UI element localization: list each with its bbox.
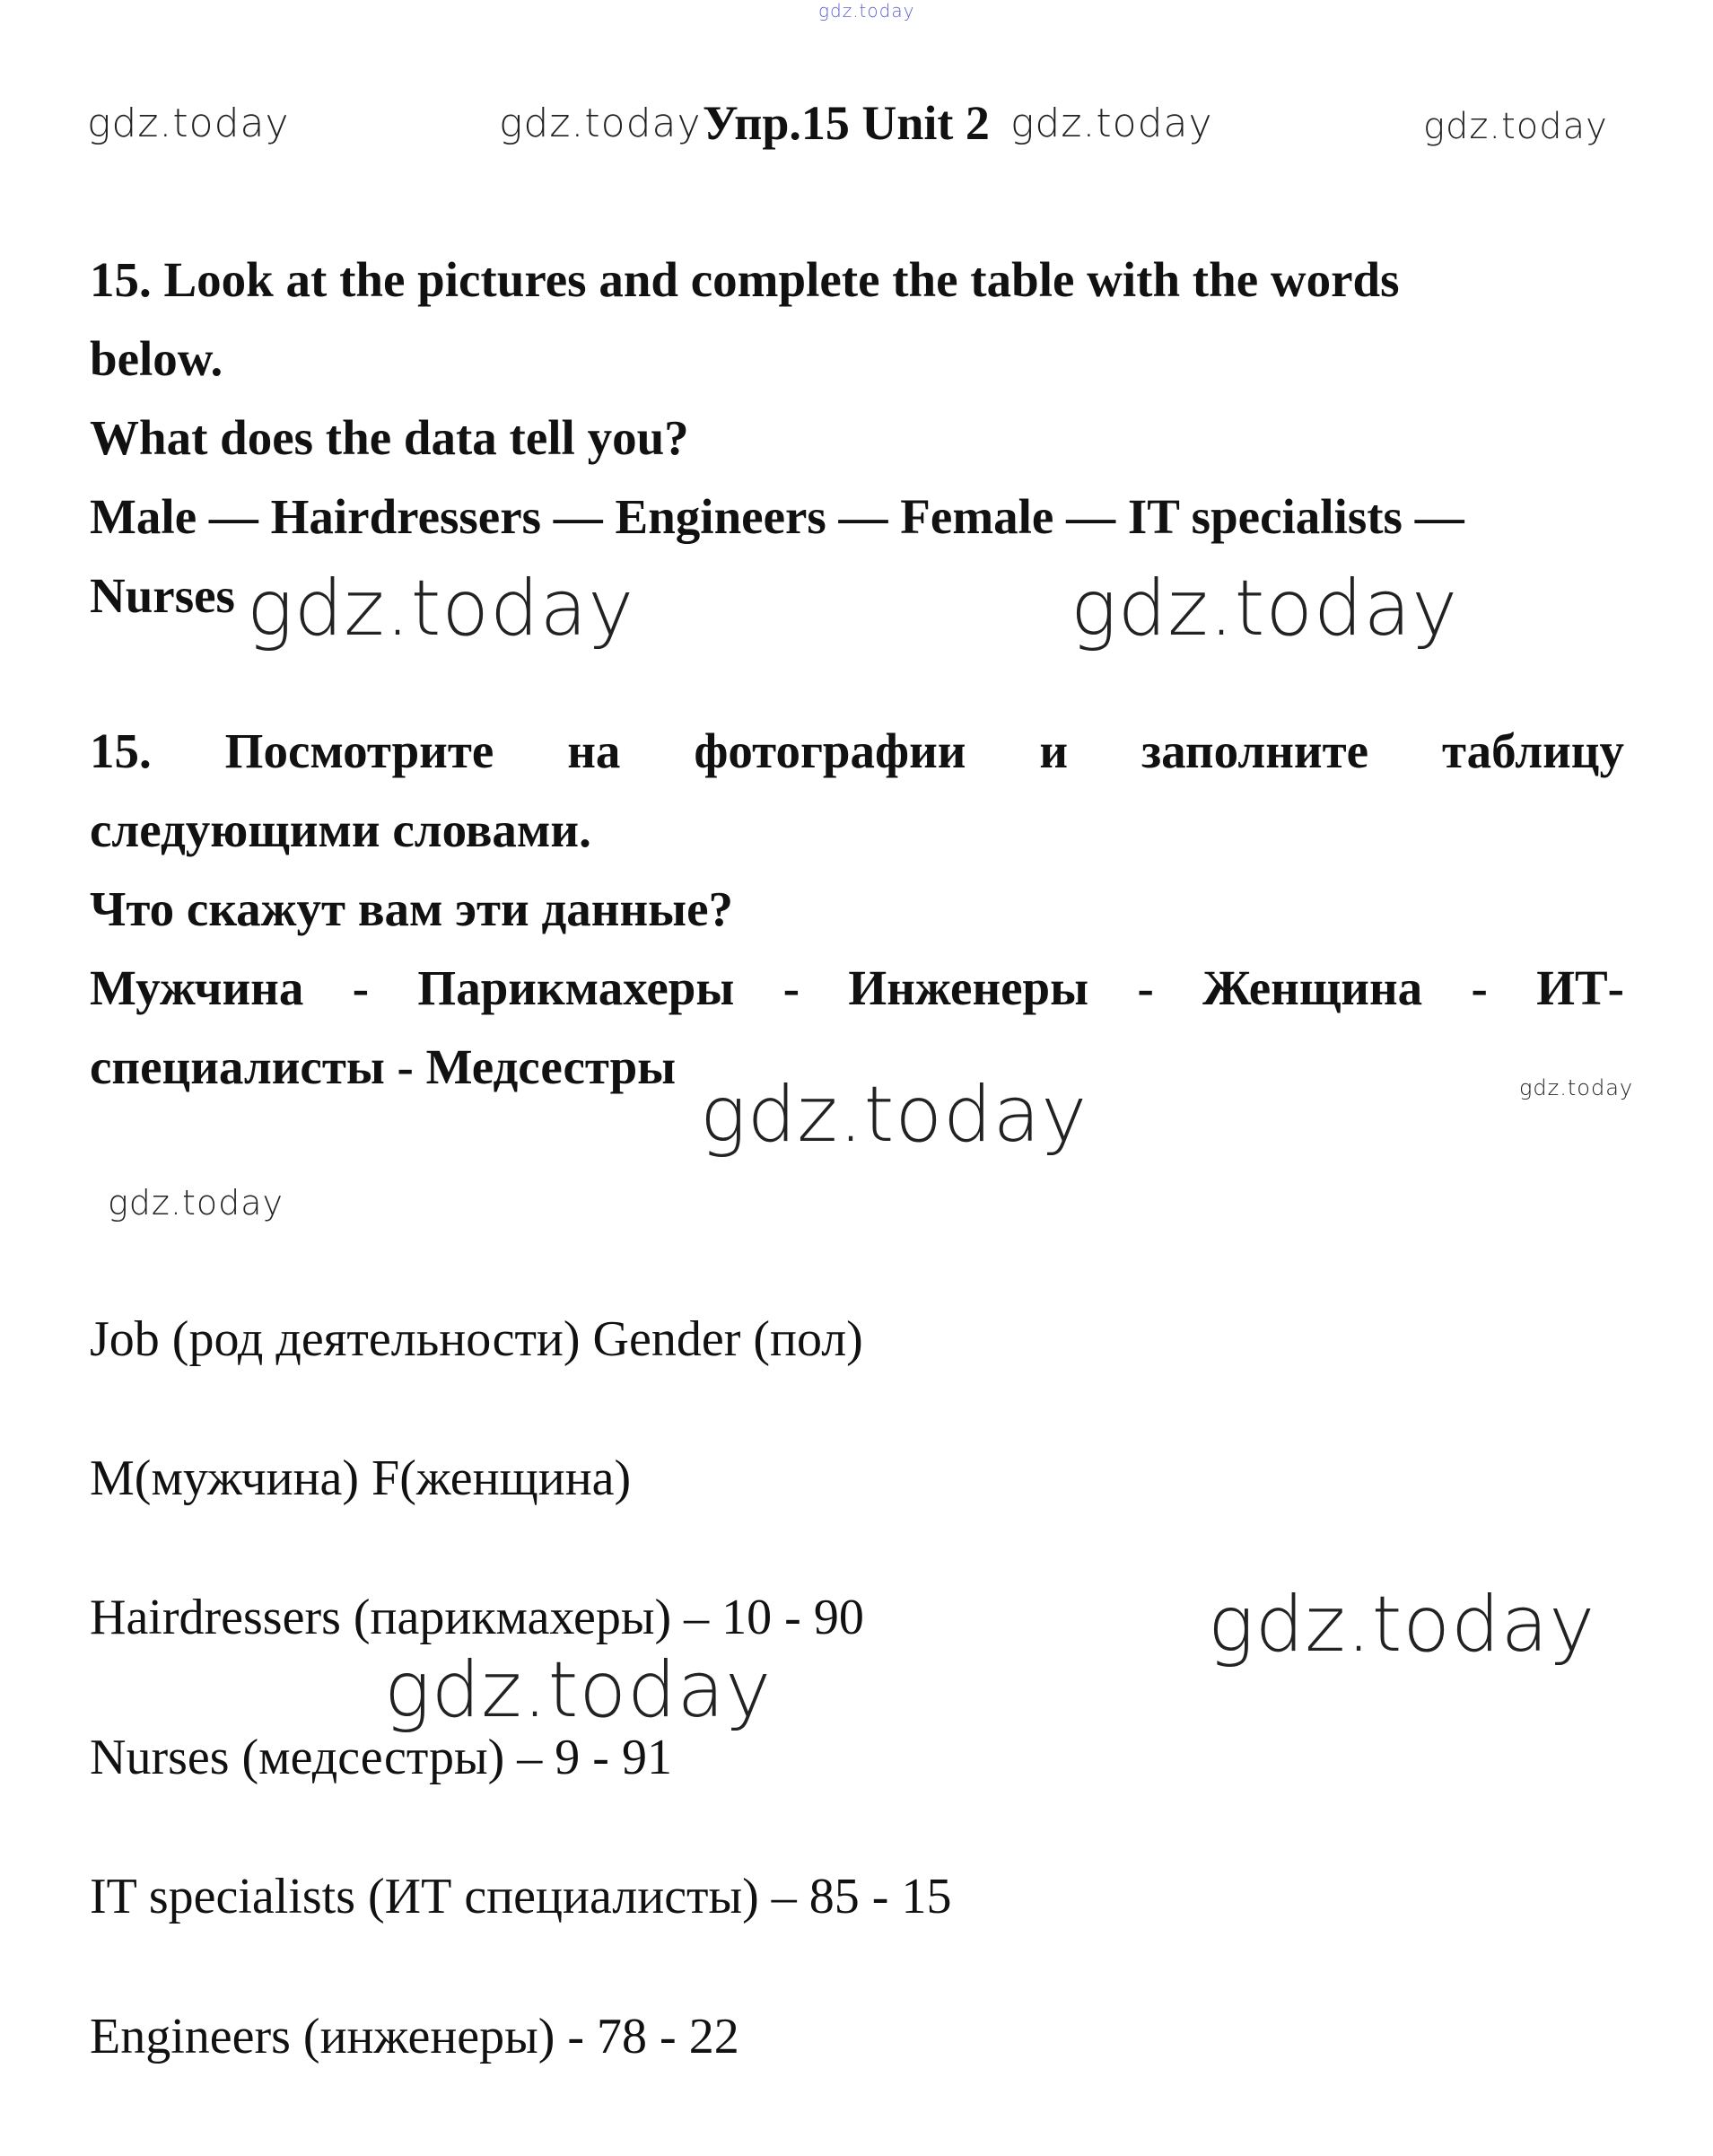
task-en-line2: below. <box>90 331 223 386</box>
task-ru-line2: следующими словами. <box>90 802 591 857</box>
answer-row-it-specialists: IT specialists (ИТ специалисты) – 85 - 15 <box>90 1869 952 1924</box>
watermark-large-1: gdz.today <box>247 564 635 653</box>
answer-header-job-gender: Job (род деятельности) Gender (пол) <box>90 1311 863 1367</box>
task-russian <box>90 712 1624 1107</box>
answer-row-hairdressers: Hairdressers (парикмахеры) – 10 - 90 <box>90 1590 864 1645</box>
watermark-header-right: gdz.today <box>1423 106 1608 147</box>
task-ru-question: Что скажут вам эти данные? <box>90 881 734 936</box>
watermark-large-2: gdz.today <box>1071 564 1459 653</box>
task-ru-line1: 15. Посмотрите на фотографии и заполните таблицу <box>90 723 1624 778</box>
watermark-small-right: gdz.today <box>1519 1075 1634 1100</box>
watermark-header-mid-right: gdz.today <box>1010 101 1213 146</box>
watermark-large-5: gdz.today <box>384 1645 773 1735</box>
watermark-top: gdz.today <box>818 0 915 22</box>
page-title: Упр.15 Unit 2 <box>703 96 990 150</box>
task-en-question: What does the data tell you? <box>90 410 689 465</box>
task-ru-words-line2: специалисты - Медсестры <box>90 1039 677 1094</box>
task-en-line1: 15. Look at the pictures and complete the table with the words <box>90 252 1400 307</box>
watermark-large-4: gdz.today <box>1208 1580 1596 1670</box>
task-en-words-line1: Male — Hairdressers — Engineers — Female — IT specialists — <box>90 489 1464 544</box>
watermark-header-left: gdz.today <box>87 101 290 146</box>
answer-row-nurses: Nurses (медсестры) – 9 - 91 <box>90 1730 672 1785</box>
watermark-header-mid-left: gdz.today <box>499 101 702 146</box>
task-en-words-line2: Nurses <box>90 568 235 623</box>
watermark-small-left: gdz.today <box>108 1183 284 1223</box>
answer-header-male-female: M(мужчина) F(женщина) <box>90 1450 632 1506</box>
task-ru-words-line1: Мужчина - Парикмахеры - Инженеры - Женщина - ИТ- <box>90 960 1624 1015</box>
answer-row-engineers: Engineers (инженеры) - 78 - 22 <box>90 2009 739 2064</box>
watermark-large-3: gdz.today <box>700 1070 1088 1160</box>
